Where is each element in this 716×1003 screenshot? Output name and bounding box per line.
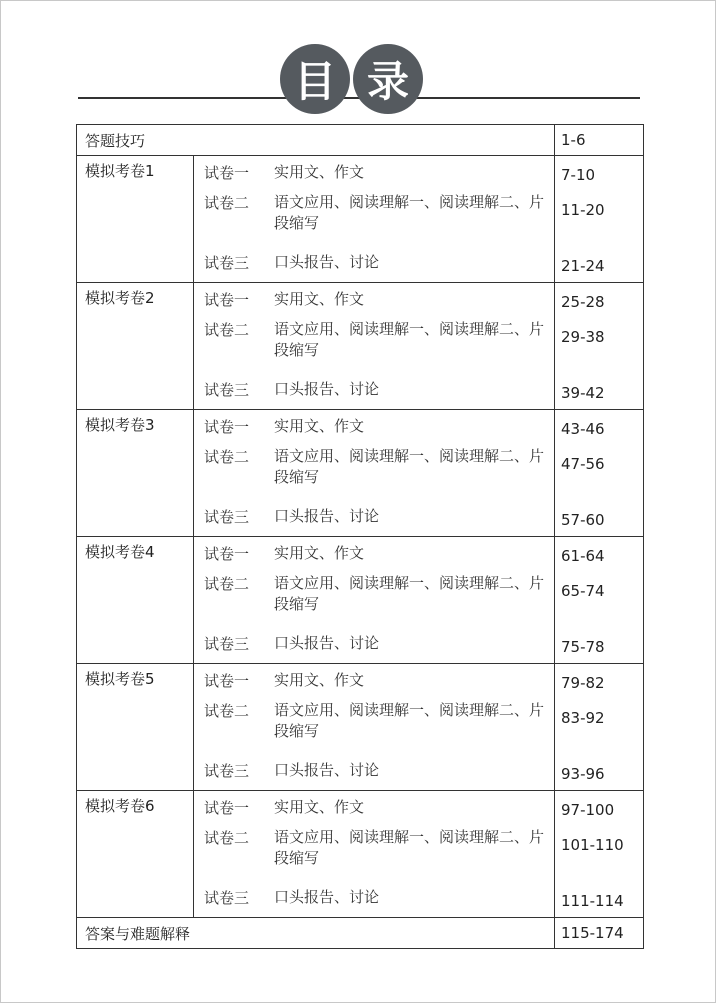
- paper-name: 试卷一: [204, 799, 250, 817]
- paper-pages: 93-96: [561, 765, 605, 783]
- paper-entry: [194, 879, 554, 913]
- paper-name: 试卷二: [204, 194, 250, 212]
- paper-name: 试卷一: [204, 672, 250, 690]
- toc-row-exam: [77, 156, 644, 283]
- paper-pages: 111-114: [561, 892, 624, 910]
- paper-description: 口头报告、讨论: [274, 380, 380, 398]
- paper-name: 试卷二: [204, 321, 250, 339]
- paper-entry: [194, 283, 554, 319]
- title-char-2: 录: [353, 44, 423, 114]
- exam-label: 模拟考卷3: [77, 410, 194, 537]
- paper-entry: [194, 319, 554, 371]
- paper-entry: [194, 573, 554, 625]
- toc-row-exam: [77, 537, 644, 664]
- exam-papers: [194, 410, 555, 537]
- exam-pages: [555, 410, 644, 537]
- paper-pages: 97-100: [561, 801, 615, 819]
- paper-entry: [194, 244, 554, 278]
- paper-pages: 43-46: [561, 420, 605, 438]
- exam-label: 模拟考卷1: [77, 156, 194, 283]
- paper-description: 口头报告、讨论: [274, 634, 380, 652]
- exam-papers: [194, 156, 555, 283]
- paper-description: 实用文、作文: [274, 798, 365, 816]
- paper-pages: 61-64: [561, 547, 605, 565]
- paper-pages: 11-20: [561, 201, 605, 219]
- exam-label: 模拟考卷6: [77, 791, 194, 918]
- paper-name: 试卷二: [204, 829, 250, 847]
- toc-intro-label: 答题技巧: [77, 125, 555, 156]
- paper-name: 试卷二: [204, 575, 250, 593]
- exam-label: 模拟考卷2: [77, 283, 194, 410]
- paper-name: 试卷一: [204, 545, 250, 563]
- toc-row-exam: [77, 410, 644, 537]
- paper-entry: [194, 192, 554, 244]
- paper-entry: [194, 664, 554, 700]
- paper-name: 试卷一: [204, 164, 250, 182]
- paper-pages: 29-38: [561, 328, 605, 346]
- paper-entry: [194, 410, 554, 446]
- paper-name: 试卷一: [204, 291, 250, 309]
- paper-entry: [194, 700, 554, 752]
- paper-entry: [194, 537, 554, 573]
- exam-papers: [194, 791, 555, 918]
- paper-description: 口头报告、讨论: [274, 253, 380, 271]
- exam-pages: [555, 156, 644, 283]
- paper-pages: 39-42: [561, 384, 605, 402]
- paper-name: 试卷二: [204, 448, 250, 466]
- paper-description: 实用文、作文: [274, 544, 365, 562]
- toc-row-exam: [77, 283, 644, 410]
- title-char-1: 目: [280, 44, 350, 114]
- exam-papers: [194, 664, 555, 791]
- exam-pages: [555, 664, 644, 791]
- paper-description: 语文应用、阅读理解一、阅读理解二、片段缩写: [274, 574, 545, 613]
- paper-pages: 75-78: [561, 638, 605, 656]
- exam-papers: [194, 537, 555, 664]
- paper-description: 实用文、作文: [274, 163, 365, 181]
- paper-entry: [194, 498, 554, 532]
- paper-name: 试卷三: [204, 889, 250, 907]
- paper-entry: [194, 446, 554, 498]
- paper-entry: [194, 827, 554, 879]
- exam-label: 模拟考卷5: [77, 664, 194, 791]
- paper-entry: [194, 371, 554, 405]
- paper-name: 试卷三: [204, 381, 250, 399]
- exam-pages: [555, 791, 644, 918]
- paper-description: 语文应用、阅读理解一、阅读理解二、片段缩写: [274, 447, 545, 486]
- paper-pages: 25-28: [561, 293, 605, 311]
- paper-pages: 21-24: [561, 257, 605, 275]
- paper-description: 口头报告、讨论: [274, 888, 380, 906]
- answers-pages: 115-174: [555, 918, 644, 949]
- paper-description: 实用文、作文: [274, 290, 365, 308]
- paper-description: 语文应用、阅读理解一、阅读理解二、片段缩写: [274, 828, 545, 867]
- answers-label: 答案与难题解释: [77, 918, 555, 949]
- paper-entry: [194, 156, 554, 192]
- toc-table: [76, 124, 644, 949]
- paper-description: 实用文、作文: [274, 671, 365, 689]
- toc-row-exam: [77, 664, 644, 791]
- paper-pages: 7-10: [561, 166, 596, 184]
- paper-name: 试卷三: [204, 254, 250, 272]
- paper-entry: [194, 791, 554, 827]
- toc-row-intro: [77, 125, 644, 156]
- paper-description: 口头报告、讨论: [274, 761, 380, 779]
- paper-pages: 65-74: [561, 582, 605, 600]
- paper-entry: [194, 625, 554, 659]
- toc-row-answers: [77, 918, 644, 949]
- paper-entry: [194, 752, 554, 786]
- exam-pages: [555, 537, 644, 664]
- exam-label: 模拟考卷4: [77, 537, 194, 664]
- toc-row-exam: [77, 791, 644, 918]
- toc-intro-pages: 1-6: [555, 125, 644, 156]
- paper-description: 语文应用、阅读理解一、阅读理解二、片段缩写: [274, 701, 545, 740]
- paper-name: 试卷二: [204, 702, 250, 720]
- paper-name: 试卷三: [204, 762, 250, 780]
- paper-pages: 101-110: [561, 836, 624, 854]
- paper-name: 试卷一: [204, 418, 250, 436]
- paper-pages: 83-92: [561, 709, 605, 727]
- paper-pages: 47-56: [561, 455, 605, 473]
- paper-name: 试卷三: [204, 508, 250, 526]
- paper-pages: 79-82: [561, 674, 605, 692]
- paper-description: 语文应用、阅读理解一、阅读理解二、片段缩写: [274, 320, 545, 359]
- paper-description: 口头报告、讨论: [274, 507, 380, 525]
- paper-name: 试卷三: [204, 635, 250, 653]
- paper-description: 语文应用、阅读理解一、阅读理解二、片段缩写: [274, 193, 545, 232]
- paper-pages: 57-60: [561, 511, 605, 529]
- exam-pages: [555, 283, 644, 410]
- exam-papers: [194, 283, 555, 410]
- paper-description: 实用文、作文: [274, 417, 365, 435]
